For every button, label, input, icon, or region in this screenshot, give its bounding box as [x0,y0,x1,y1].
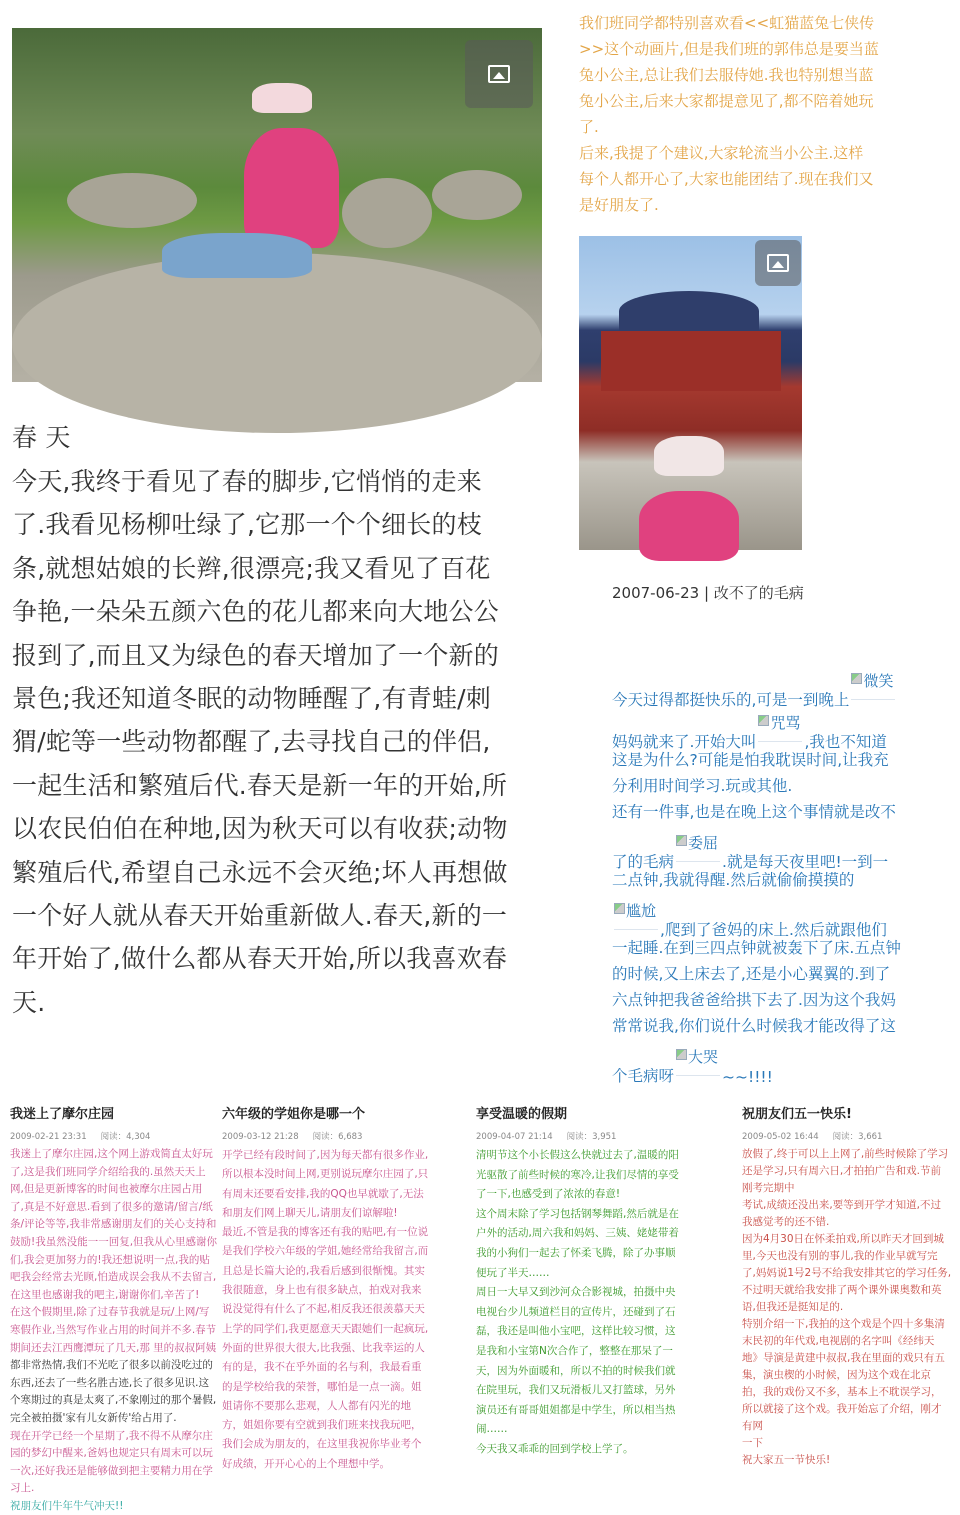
blog-post-panel-3 [466,1095,730,1470]
post-line: 电视台少儿频道栏目的宣传片，还碰到了石 [476,1305,676,1318]
essay-line: 报到了,而且又为绿色的春天增加了一个新的 [12,640,499,670]
essay-line: 年开始了,做什么都从春天开始,所以我喜欢春 [12,944,508,974]
essay-line: 景色;我还知道冬眠的动物睡醒了,有青蛙/刺 [12,684,491,713]
post-line: 后来,我提了个建议,大家轮流当小公主.这样 [579,144,864,162]
post-line: 清明节这个小长假这么快就过去了,温暖的阳 [476,1149,679,1161]
post-line: 刚考完期中 [742,1182,795,1194]
post-title: 祝朋友们五一快乐! [742,1107,852,1122]
post-line [612,1014,896,1036]
essay-line: 争艳,一朵朵五颜六色的花儿都来向大地公公 [12,597,499,627]
post-line: 在这个假期里,除了过春节我就是玩/上网/写 [10,1306,210,1319]
essay-line: 了.我看见杨柳吐绿了,它那一个个细长的枝 [12,510,482,540]
post-line: 一次,还好我还是能够做到把主要精力用在学 [10,1464,213,1477]
post-line: 语,但我还是挺知足的. [742,1301,844,1313]
rock-shape [67,173,197,228]
post-line: 我的小狗们一起去了怀柔飞腾，除了办事顺 [476,1246,676,1259]
girl-hat [252,83,312,113]
post-line [612,962,890,984]
essay-line: 一起生活和繁殖后代.春天是新一年的开始,所 [12,770,508,800]
post-line [612,936,901,958]
post-text: ,我也不知道 [804,733,887,751]
post-line: 每个人都开心了,大家也能团结了.现在我们又 [579,170,874,188]
post-line: 里,今天也没有别的事儿,我的作业早就写完 [742,1250,938,1262]
temple-roof [619,291,759,331]
post-line: 了一下,也感受到了浓浓的春意! [476,1188,621,1201]
post-date: 2009-03-12 21:28 [222,1132,299,1142]
temple-wall [601,331,781,391]
girl-jacket [244,128,339,248]
post-line: 方，姐姐你要有空就到我们班来找我玩吧， [222,1419,422,1432]
post-line [612,672,897,710]
post-line: 还是学习,只有周六日,才拍拍广告和戏.节前 [742,1165,942,1177]
post-text: 了的毛病 [612,853,675,871]
post-line: 个寒期过的真是太爽了,不象刚过的那个暑假, [10,1394,217,1407]
post-line: 特别介绍一下,我拍的这个戏是个四十多集清 [742,1318,945,1330]
post-line: 所以就接了这个戏。我开始忘了介绍，刚才 [742,1403,942,1415]
post-line: 有网 [742,1420,763,1432]
rock-shape [432,170,522,220]
post-line: 说没觉得有什么了不起,相反我还很羡慕天天 [222,1303,425,1316]
broken-image-icon [676,1049,687,1060]
post-text: 二点钟,我就得醒.然后就偷偷摸摸的 [612,871,855,889]
post-line: 一下 [742,1437,763,1449]
broken-image-icon [851,673,862,684]
broken-emoticon-image [676,832,720,862]
post-line: 祝朋友们牛年牛气冲天!! [10,1499,124,1512]
broken-image-icon [758,715,769,726]
post-line: 这个周末除了学习包括钢琴舞蹈,然后就是在 [476,1207,679,1220]
post-line: 习上. [10,1482,35,1495]
rock-shape [12,253,542,433]
post-date: 2009-04-07 21:14 [476,1132,553,1142]
rock-shape [342,178,432,248]
post-meta [742,1130,952,1142]
blog-post-panel-2 [212,1095,466,1470]
post-line: 兔小公主,后来大家都提意见了,都不陪着她玩 [579,92,874,110]
post-line: 网,但是更新博客的时间也被摩尔庄园占用 [10,1183,203,1196]
post-line: 因为4月30日在怀柔拍戏,所以昨天才回到城 [742,1233,944,1245]
post-line: 是我和小宝第N次合作了，整整在那呆了一 [476,1344,673,1357]
post-line: 好成绩，开开心心的上个理想中学。 [222,1457,390,1470]
post-line: 集，演虫楔的小时候，因为这个戏在北京 [742,1369,931,1381]
post-line [612,800,896,822]
post-line: 地》导演是黄建中叔叔,我在里面的戏只有五 [742,1352,945,1364]
post-line: 兔小公主,总让我们去服侍她.我也特别想当蓝 [579,66,874,84]
post-text: 六点钟把我爸爸给拱下去了.因为这个我妈 [612,991,896,1009]
read-count: 阅读：3,661 [832,1132,883,1142]
post-line: 拍，我的戏份又不多，基本上不耽误学习， [742,1386,942,1398]
post-line: 有周末还要看安排,我的QQ也早就歇了,无法 [222,1187,424,1200]
post-line: 的是学校给我的荣誉，哪怕是一点一滴。姐 [222,1380,422,1393]
post-line: 东西,还去了一些名胜古迹,长了很多见识.这 [10,1376,210,1389]
essay-line: 一个好人就从春天开始重新做人.春天,新的一 [12,901,508,930]
post-text: 妈妈就来了.开始大叫 [612,733,757,751]
post-line: 在院里玩，我们又玩滑板儿又打篮球，另外 [476,1384,676,1397]
image-icon[interactable] [465,40,533,108]
essay-line: 繁殖后代,希望自己永远不会灭绝;坏人再想做 [12,857,508,887]
post-title: 我迷上了摩尔庄园 [10,1107,115,1122]
emoticon-alt-text: 委屈 [688,834,719,852]
emoticon-alt-text: 尴尬 [626,902,657,920]
post-line: 鼓励!我虽然没能一一回复,但我从心里感谢你 [10,1235,218,1248]
post-line [612,748,889,770]
post-title: 享受温暖的假期 [476,1107,568,1122]
post-line: 了,这是我们班同学介绍给我的.虽然天天上 [10,1165,206,1178]
post-line [612,774,792,796]
post-text: 个毛病呀 [612,1067,675,1085]
photo-temple-of-heaven [579,236,802,550]
essay-line: 天. [12,987,46,1017]
emoticon-alt-text: 大哭 [688,1048,719,1066]
post-text: 一起睡.在到三四点钟就被轰下了床.五点钟 [612,939,901,957]
post-line: 在这里也感谢我的吧主,谢谢你们,辛苦了! [10,1288,200,1301]
post-text: 还有一件事,也是在晚上这个事情就是改不 [612,803,896,821]
post-line: 都非常热情,我们不光吃了很多以前没吃过的 [10,1359,213,1372]
post-text: ,爬到了爸妈的床上.然后就跟他们 [660,921,887,939]
post-line: 户外的活动,周六我和妈妈、三姨、姥姥带着 [476,1227,679,1240]
post-line: 寒假作业,当然写作业占用的时间并不多.春节 [10,1323,217,1336]
essay-line: 以农民伯伯在种地,因为秋天可以有收获;动物 [12,814,508,844]
post-line: 光驱散了前些时候的寒冷,让我们尽情的享受 [476,1168,679,1181]
post-line: 我们会成为朋友的，在这里我祝你毕业考个 [222,1438,422,1451]
post-line: 考试,成绩还没出来,要等到开学才知道,不过 [742,1199,942,1211]
essay-line: 条,就想姑娘的长辫,很漂亮;我又看见了百花 [12,553,491,583]
girl-jacket [639,491,739,561]
post-line: 便玩了半天…… [476,1266,550,1279]
blog-post-panel-1 [0,1095,218,1512]
post-line [612,868,854,890]
post-line: 们,我会更加努力的!我还想说明一点,我的贴 [10,1253,210,1266]
post-line: 天，因为外面暖和，所以不拍的时候我们就 [476,1364,676,1377]
post-line: 祝大家五一节快乐! [742,1454,831,1466]
post-line: 外面的世界很大很大,比我强、比我幸运的人 [222,1341,425,1354]
read-count: 阅读：3,951 [566,1132,617,1142]
post-line [612,988,896,1010]
post-meta [10,1130,204,1142]
broken-emoticon-image [758,712,802,742]
post-line: 我感觉考的还不错. [742,1216,830,1228]
post-meta [476,1130,722,1142]
post-line: 是我们学校六年级的学姐,她经常给我留言,而 [222,1245,429,1258]
post-line: 吧我会经常去光顾,怕造成误会我从不去留言, [10,1271,217,1284]
broken-image-icon [614,903,625,914]
post-line: 末民初的年代戏,电视剧的名字叫《经纬天 [742,1335,935,1347]
post-text: 常常说我,你们说什么时候我才能改得了这 [612,1017,896,1035]
blog-post-panel-4 [732,1095,960,1470]
read-count: 阅读：6,683 [312,1132,363,1142]
post-line: 期间还去江西鹰潭玩了几天,那 里的叔叔阿姨 [10,1341,217,1354]
post-line: 不过明天就给我安排了两个课外课奥数和英 [742,1284,942,1296]
post-line: 开学已经有段时间了,因为每天都有很多作业, [222,1149,429,1161]
post-line: 磊，我还是叫他小宝吧，这样比较习惯，这 [476,1325,676,1338]
emoticon-alt-text: 微笑 [863,672,894,690]
emoticon-alt-text: 咒骂 [770,714,801,732]
post-line: 上学的同学们,我更愿意天天跟她们一起疯玩, [222,1322,429,1335]
post-text: 今天过得都挺快乐的,可是一到晚上 [612,691,850,709]
broken-emoticon-image [851,670,895,700]
broken-emoticon-image [676,1046,720,1076]
post-line: 我们班同学都特别喜欢看<<虹猫蓝兔七侠传 [579,14,875,32]
post-date: 2009-05-02 16:44 [742,1132,819,1142]
post-line: 今天我又乖乖的回到学校上学了。 [476,1442,634,1455]
post-text: .就是每天夜里吧!一到一 [722,853,889,871]
image-icon[interactable] [755,240,801,286]
girl-jeans [162,233,312,278]
post-line: 姐请你不要那么悲观，人人都有闪光的地 [222,1399,411,1412]
post-line: 闹…… [476,1423,508,1436]
post-line: 现在开学已经一个星期了,我不得不从摩尔庄 [10,1429,213,1442]
post-line: >>这个动画片,但是我们班的郭伟总是要当蓝 [579,40,879,58]
post-line: 了,妈妈说1号2号不给我安排其它的学习任务, [742,1267,952,1279]
post-title: 六年级的学姐你是哪一个 [222,1107,366,1122]
post-line: 且总是长篇大论的,我看后感到很惭愧。其实 [222,1264,425,1277]
post-line [612,1048,773,1086]
post-line: 是好朋友了. [579,196,659,214]
post-line: 周日一大早又到沙河众合影视城，拍摄中央 [476,1286,676,1299]
post-line: 所以根本没时间上网,更别说玩摩尔庄园了,只 [222,1168,429,1181]
post-date-title: 2007-06-23 | 改不了的毛病 [612,584,804,602]
broken-emoticon-image [614,900,658,930]
post-line: 园的梦幻中醒来,爸妈也规定只有周末可以玩 [10,1447,213,1460]
post-text: 这是为什么?可能是怕我耽误时间,让我充 [612,751,889,769]
read-count: 阅读：4,304 [100,1132,151,1142]
essay-title: 春 天 [12,423,71,452]
girl-hat [654,436,724,476]
post-meta [222,1130,458,1142]
post-line: 最近,不管是我的博客还有我的贴吧,有一位说 [222,1226,429,1239]
post-line: 演员还有哥哥姐姐都是中学生，所以相当热 [476,1403,676,1416]
post-line: 了,真是不好意思.看到了很多的邀请/留言/纸 [10,1200,213,1213]
essay-line: 今天,我终于看见了春的脚步,它悄悄的走来 [12,467,482,496]
photo-girl-on-rock [12,28,542,382]
post-line: 和朋友们网上聊天儿,请朋友们谅解啦! [222,1206,398,1219]
post-line: 了. [579,118,599,136]
post-line: 条/评论等等,我非常感谢朋友们的关心支持和 [10,1218,217,1231]
post-date: 2009-02-21 23:31 [10,1132,87,1142]
post-text: 分利用时间学习.玩或其他. [612,777,793,795]
post-line: 完全被拍摄'家有儿女新传'给占用了. [10,1411,177,1424]
essay-line: 猬/蛇等一些动物都醒了,去寻找自己的伴侣, [12,727,491,757]
post-text: 的时候,又上床去了,还是小心翼翼的.到了 [612,965,891,983]
post-line: 我迷上了摩尔庄园,这个网上游戏简直太好玩 [10,1148,213,1160]
post-line: 有的是，我不在乎外面的名与利，我最看重 [222,1361,422,1374]
post-text: ~~!!!! [722,1068,773,1086]
broken-image-icon [676,835,687,846]
post-line: 我很随意，身上也有很多缺点，拍戏对我来 [222,1284,422,1297]
post-line: 放假了,终于可以上上网了,前些时候除了学习 [742,1148,949,1160]
